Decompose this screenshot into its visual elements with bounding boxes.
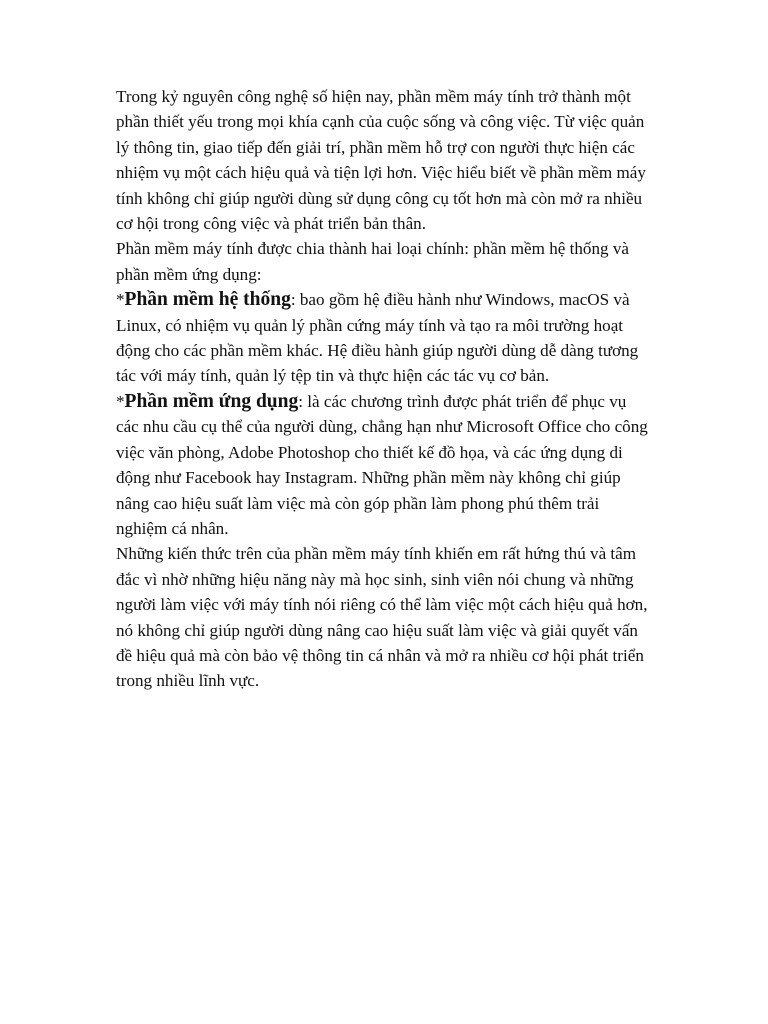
- application-software-heading: Phần mềm ứng dụng: [124, 390, 299, 412]
- system-software-text: : bao gồm hệ điều hành như Windows, macOS và Linux, có nhiệm vụ quản lý phần cứng máy tính và tạo ra môi trường hoạt động cho các phần mềm khác. Hệ điều hành giúp người dùng dễ dàng tương tác với máy tính, quản lý tệp tin và thực hiện các tác vụ cơ bản.: [116, 290, 639, 386]
- application-software-paragraph: [116, 389, 651, 541]
- application-software-text: : là các chương trình được phát triển để phục vụ các nhu cầu cụ thể của người dùng, chẳng hạn như Microsoft Office cho công việc văn phòng, Adobe Photoshop cho thiết kế đồ họa, và các ứng dụng di động như Facebook hay Instagram. Những phần mềm này không chỉ giúp nâng cao hiệu suất làm việc mà còn góp phần làm phong phú thêm trải nghiệm cá nhân.: [116, 391, 648, 538]
- app-bullet-marker: *: [116, 391, 125, 411]
- system-bullet-marker: *: [116, 290, 125, 310]
- system-software-heading: Phần mềm hệ thống: [124, 289, 291, 311]
- document-body: [116, 84, 651, 694]
- conclusion-paragraph: Những kiến thức trên của phần mềm máy tính khiến em rất hứng thú và tâm đắc vì nhờ những hiệu năng này mà học sinh, sinh viên nói chung và những người làm việc với máy tính nói riêng có thể làm việc một cách hiệu quả hơn, nó không chỉ giúp người dùng nâng cao hiệu suất làm việc và giải quyết vấn đề hiệu quả mà còn bảo vệ thông tin cá nhân và mở ra nhiều cơ hội phát triển trong nhiều lĩnh vực.: [116, 544, 648, 691]
- classification-paragraph: Phần mềm máy tính được chia thành hai loại chính: phần mềm hệ thống và phần mềm ứng dụng:: [116, 239, 629, 284]
- system-software-paragraph: [116, 287, 651, 389]
- intro-paragraph: Trong kỷ nguyên công nghệ số hiện nay, phần mềm máy tính trở thành một phần thiết yếu trong mọi khía cạnh của cuộc sống và công việc. Từ việc quản lý thông tin, giao tiếp đến giải trí, phần mềm hỗ trợ con người thực hiện các nhiệm vụ một cách hiệu quả và tiện lợi hơn. Việc hiểu biết về phần mềm máy tính không chỉ giúp người dùng sử dụng công cụ tốt hơn mà còn mở ra nhiều cơ hội trong công việc và phát triển bản thân.: [116, 87, 646, 234]
